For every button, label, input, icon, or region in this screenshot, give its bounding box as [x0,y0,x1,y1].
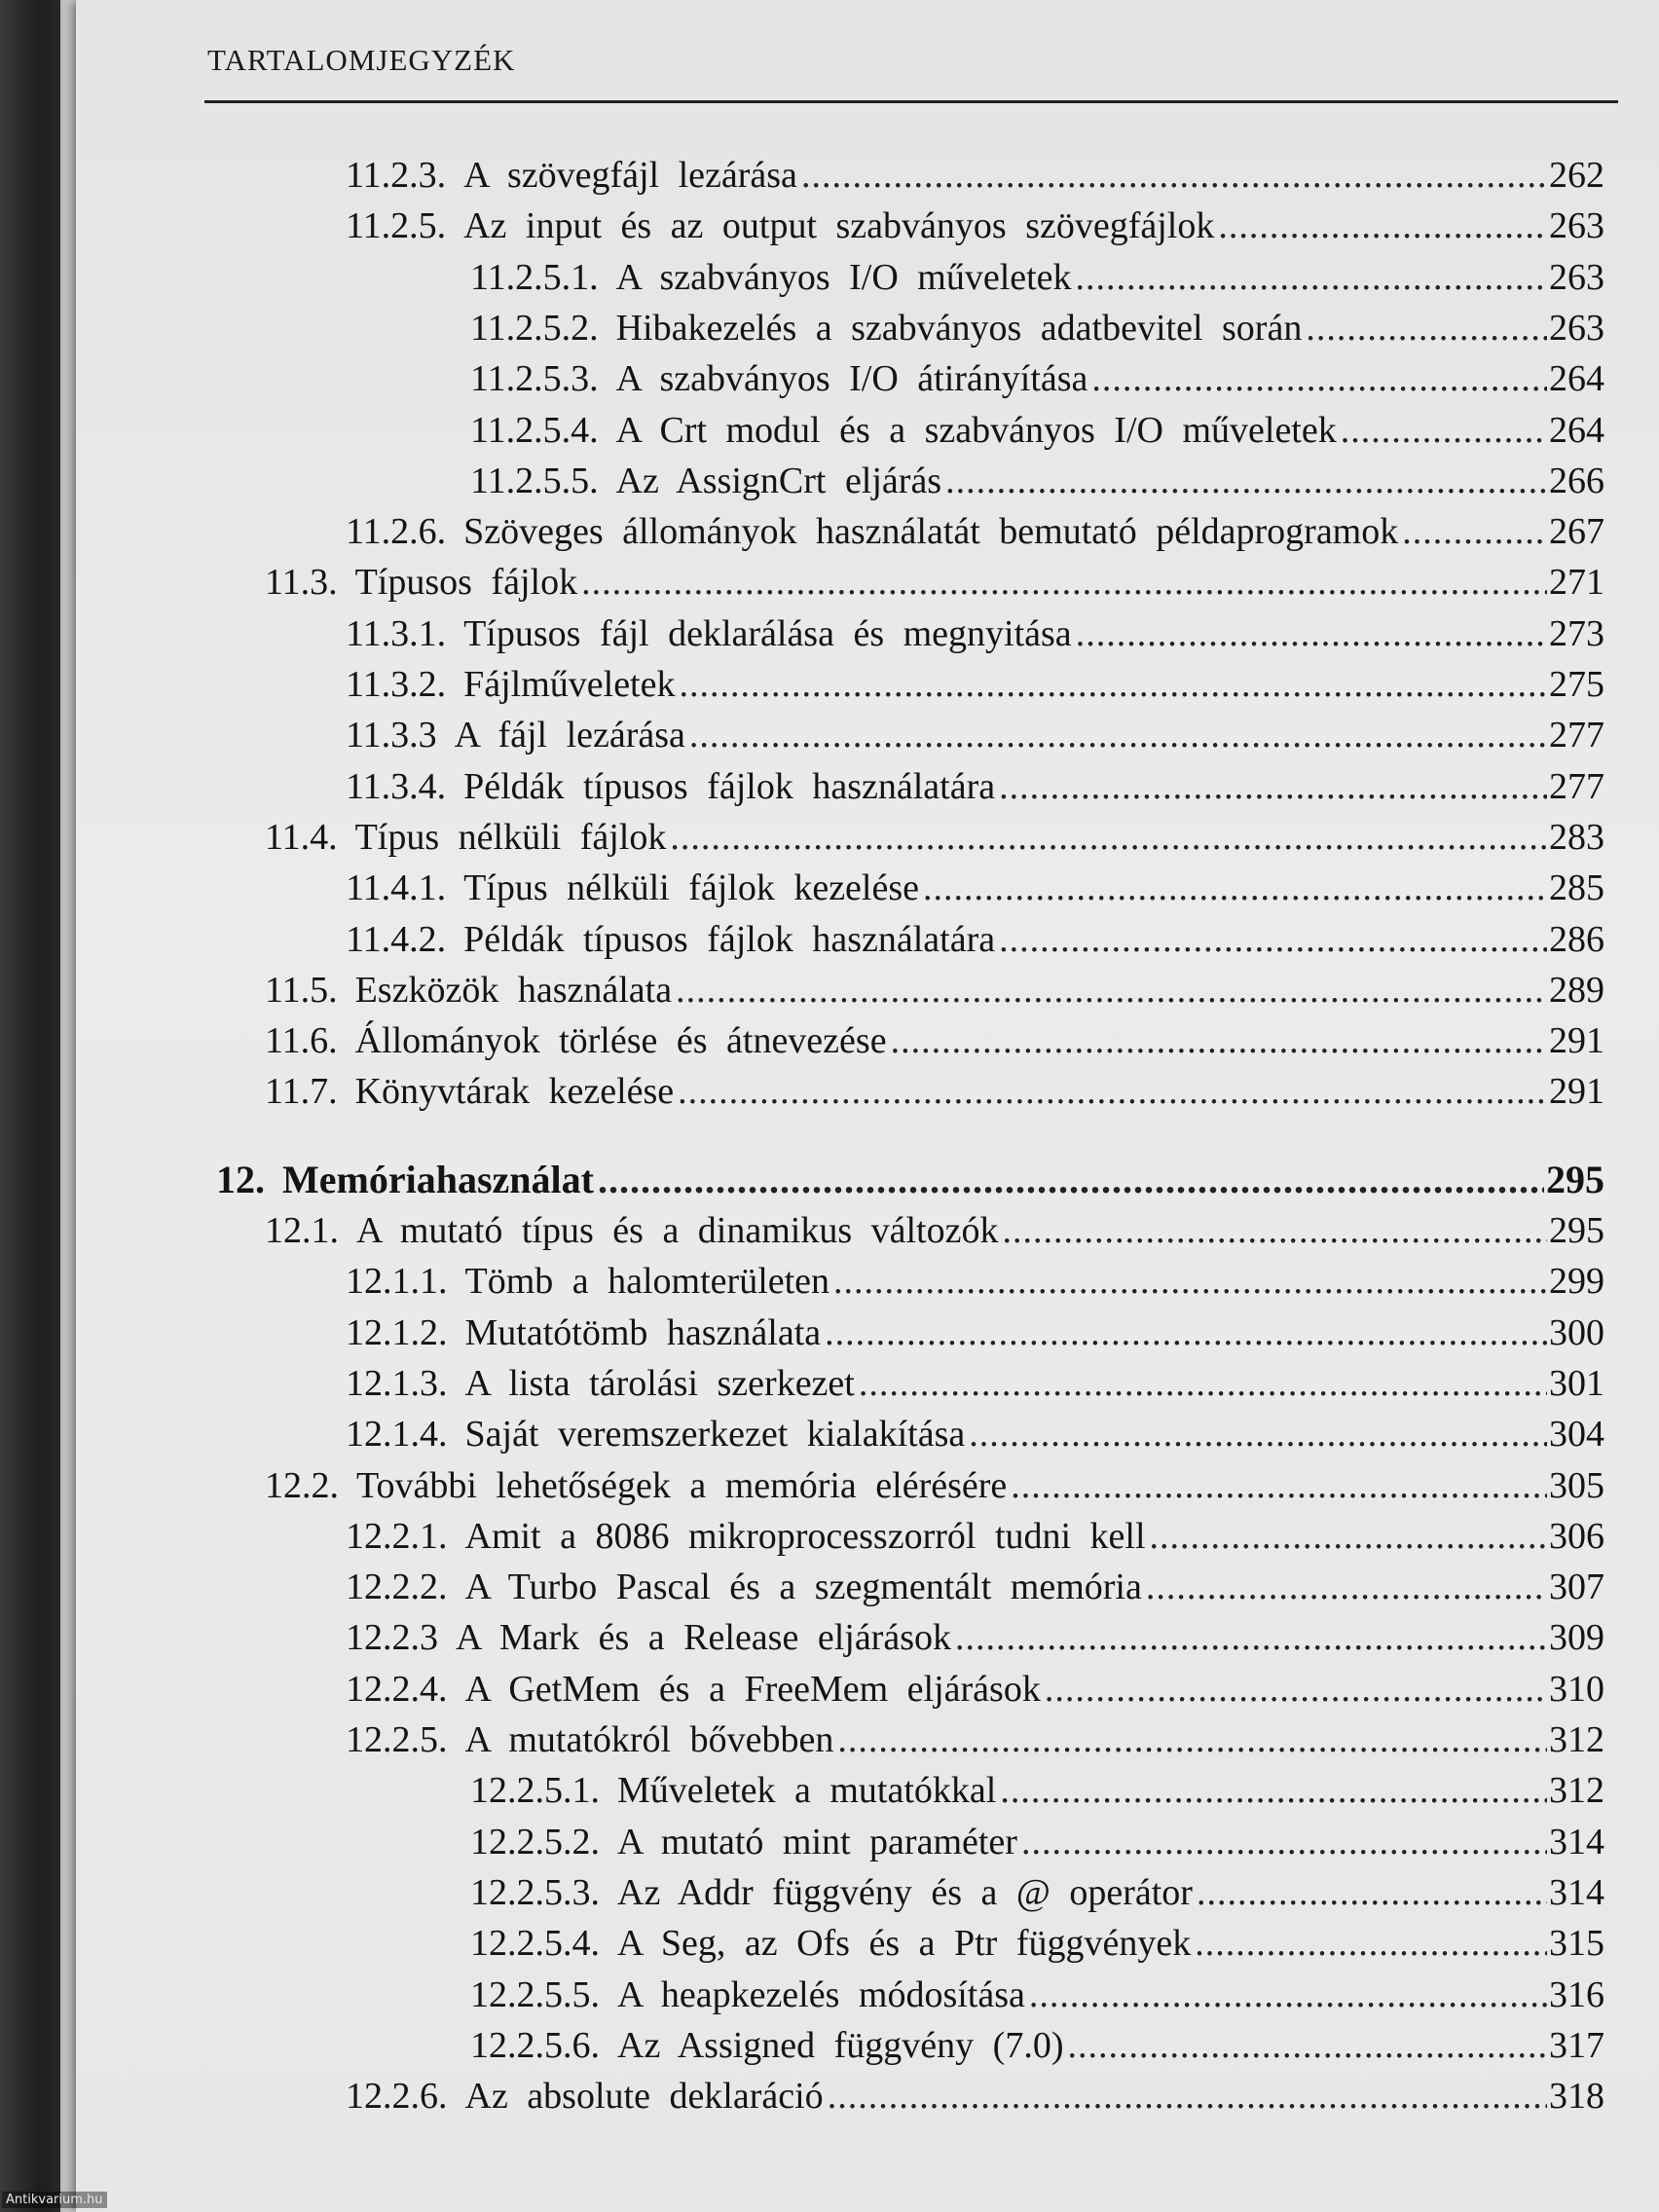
toc-entry-title: Típusos fájl deklarálása és megnyitása [463,612,1072,654]
toc-entry-page: 275 [1549,664,1604,705]
dot-leader [676,966,1547,1014]
toc-entry-page: 317 [1549,2024,1604,2066]
dot-leader [1306,304,1547,352]
toc-entry-title: További lehetőségek a memória elérésére [356,1464,1008,1506]
toc-entry-title: Az AssignCrt eljárás [615,460,942,501]
toc-entry [470,253,1604,302]
toc-entry-number: 12.2.5.6. [470,2024,600,2066]
toc-entry-page: 277 [1549,765,1604,807]
toc-entry-number: 11.3.1. [346,612,447,654]
toc-entry-page: 310 [1549,1668,1604,1710]
dot-leader [1002,1206,1547,1255]
toc-entry-number: 12.2.2. [346,1567,448,1608]
toc-entry [346,1512,1604,1561]
toc-entry-title: A Seg, az Ofs és a Ptr függvények [617,1923,1192,1965]
toc-entry-title: Mutatótömb használata [464,1311,822,1353]
toc-entry [470,1971,1604,2019]
toc-entry [470,304,1604,352]
toc-entry [470,1919,1604,1968]
toc-entry-number: 11.2.5.3. [470,358,599,400]
toc-entry-page: 277 [1549,715,1604,756]
toc-entry [265,1016,1604,1065]
toc-entry-number: 12.2.3 [346,1617,438,1659]
dot-leader [1341,406,1547,455]
toc-entry-page: 295 [1546,1157,1604,1201]
toc-entry-number: 12.1.2. [346,1311,448,1353]
toc-entry-title: Az Assigned függvény (7.0) [617,2024,1064,2066]
dot-leader [1076,609,1547,658]
toc-entry-title: A Crt modul és a szabványos I/O műveletek [615,409,1337,451]
toc-entry-number: 12. [216,1157,265,1201]
toc-entry-title: A mutató típus és a dinamikus változók [356,1210,999,1251]
toc-entry-number: 12.2.4. [346,1668,448,1710]
toc-entry-title: Példák típusos fájlok használatára [463,765,996,807]
toc-entry-number: 12.2.1. [346,1515,448,1557]
toc-entry [346,1665,1604,1714]
dot-leader [1067,2021,1547,2070]
toc-entry [265,1206,1604,1255]
header-rule [204,100,1618,103]
toc-entry-number: 11.2.6. [346,511,447,553]
toc-entry-page: 300 [1549,1311,1604,1353]
toc-entry-title: A lista tárolási szerkezet [464,1362,855,1404]
dot-leader [999,915,1547,964]
toc-entry-title: Szöveges állományok használatát bemutató példaprogramok [463,511,1399,553]
dot-leader [1029,1971,1547,2019]
toc-entry-number: 11.2.5.5. [470,460,599,501]
toc-entry-number: 11.2.5.2. [470,307,599,349]
toc-entry-title: Műveletek a mutatókkal [617,1770,997,1812]
toc-entry-number: 11.4.1. [346,867,447,909]
toc-entry-title: Típusos fájlok [354,562,578,604]
toc-entry [346,660,1604,709]
toc-entry-page: 299 [1549,1261,1604,1303]
toc-entry [346,1309,1604,1357]
toc-entry-title: Állományok törlése és átnevezése [354,1020,887,1062]
toc-entry-page: 316 [1549,1973,1604,2015]
toc-entry-title: Amit a 8086 mikroprocesszorról tudni kell [464,1515,1146,1557]
toc-entry-number: 12.1.1. [346,1261,448,1303]
toc-entry-number: 11.4. [265,816,338,858]
toc-entry-number: 12.2.5.2. [470,1821,600,1862]
dot-leader [1091,354,1547,403]
toc-entry-page: 271 [1549,562,1604,604]
toc-entry-number: 12.2.5.1. [470,1770,600,1812]
toc-entry [346,1410,1604,1458]
toc-entry-page: 315 [1549,1923,1604,1965]
dot-leader [923,864,1547,912]
dot-leader [859,1359,1547,1408]
dot-leader [1011,1461,1547,1510]
dot-leader [670,813,1547,862]
toc-entry-title: A Turbo Pascal és a szegmentált memória [464,1567,1142,1608]
toc-entry-page: 286 [1549,918,1604,960]
dot-leader [1150,1512,1547,1561]
toc-entry-page: 291 [1549,1020,1604,1062]
toc-entry-title: Könyvtárak kezelése [354,1071,675,1113]
toc-entry-title: Példák típusos fájlok használatára [463,918,996,960]
toc-entry-number: 12.2.5.3. [470,1871,600,1913]
toc-entry-title: Az input és az output szabványos szövegfájlok [463,205,1215,247]
toc-entry [265,558,1604,607]
toc-entry-number: 12.1. [265,1210,339,1251]
toc-entry-page: 318 [1549,2076,1604,2118]
toc-entry [470,457,1604,505]
toc-entry-number: 12.2.5. [346,1719,448,1760]
toc-entry [470,406,1604,455]
toc-entry-title: Típus nélküli fájlok [354,816,667,858]
toc-entry [346,1563,1604,1611]
toc-entry-title: Fájlműveletek [463,664,676,705]
toc-entry [265,1067,1604,1116]
toc-entry-title: A GetMem és a FreeMem eljárások [464,1668,1041,1710]
toc-entry-title: Az absolute deklaráció [464,2076,824,2118]
toc-entry-title: Saját veremszerkezet kialakítása [464,1414,966,1456]
watermark: Antikvarium.hu [2,2192,107,2208]
toc-entry-page: 289 [1549,969,1604,1011]
toc-entry-number: 12.2.5.5. [470,1973,600,2015]
toc-entry-title: A szövegfájl lezárása [463,155,797,196]
toc-entry [216,1156,1604,1204]
toc-entry [346,1715,1604,1764]
toc-entry-number: 12.2.6. [346,2076,448,2118]
toc-entry-page: 285 [1549,867,1604,909]
dot-leader [833,1257,1547,1306]
toc-entry-title: A fájl lezárása [454,715,685,756]
toc-entry-number: 12.2. [265,1464,339,1506]
toc-entry-page: 312 [1549,1719,1604,1760]
dot-leader [1146,1563,1547,1611]
dot-leader [999,762,1547,811]
toc-entry-title: A szabványos I/O műveletek [615,256,1072,298]
toc-entry [265,966,1604,1014]
dot-leader [825,1309,1547,1357]
dot-leader [837,1715,1547,1764]
toc-entry-page: 264 [1549,409,1604,451]
toc-entry-number: 12.2.5.4. [470,1923,600,1965]
toc-entry-number: 12.1.4. [346,1414,448,1456]
dot-leader [1021,1818,1547,1866]
dot-leader [1402,507,1547,556]
toc-entry [265,1461,1604,1510]
toc-entry-page: 307 [1549,1567,1604,1608]
toc-entry-title: Tömb a halomterületen [464,1261,830,1303]
toc-entry-title: A mutatókról bővebben [464,1719,834,1760]
toc-entry [346,1359,1604,1408]
toc-entry [346,202,1604,250]
toc-entry [346,864,1604,912]
running-head: TARTALOMJEGYZÉK [207,43,516,77]
toc-entry-title: Hibakezelés a szabványos adatbevitel során [615,307,1303,349]
toc-entry-number: 11.7. [265,1071,338,1113]
toc-entry-number: 11.3.3 [346,715,437,756]
toc-entry-title: Memóriahasználat [282,1157,594,1201]
toc-entry [346,711,1604,759]
toc-entry-number: 11.5. [265,969,338,1011]
dot-leader [598,1156,1544,1204]
dot-leader [969,1410,1547,1458]
toc-entry [346,609,1604,658]
toc-entry-number: 11.6. [265,1020,338,1062]
dot-leader [945,457,1547,505]
dot-leader [891,1016,1547,1065]
toc-entry [346,915,1604,964]
dot-leader [679,660,1547,709]
toc-entry-page: 267 [1549,511,1604,553]
toc-entry [470,1818,1604,1866]
toc-entry-number: 11.2.5. [346,205,447,247]
toc-entry [470,2021,1604,2070]
toc-entry-number: 11.2.3. [346,155,447,196]
toc-entry-title: A szabványos I/O átirányítása [615,358,1088,400]
toc-entry-page: 264 [1549,358,1604,400]
toc-entry-number: 11.3. [265,562,338,604]
toc-entry-page: 305 [1549,1464,1604,1506]
dot-leader [1195,1919,1547,1968]
dot-leader [689,711,1547,759]
toc-entry-page: 263 [1549,256,1604,298]
toc-entry [470,1868,1604,1917]
dot-leader [581,558,1547,607]
toc-entry [470,1766,1604,1815]
dot-leader [1045,1665,1547,1714]
toc-entry-page: 273 [1549,612,1604,654]
toc-entry-number: 11.2.5.4. [470,409,599,451]
toc-entry-page: 283 [1549,816,1604,858]
dot-leader [801,151,1547,200]
toc-entry-title: Az Addr függvény és a @ operátor [617,1871,1193,1913]
toc-entry [346,507,1604,556]
toc-entry-page: 295 [1549,1210,1604,1251]
dot-leader [1197,1868,1547,1917]
toc-entry-number: 12.1.3. [346,1362,448,1404]
dot-leader [1000,1766,1547,1815]
toc-entry [346,1613,1604,1662]
toc-entry-title: A Mark és a Release eljárások [456,1617,951,1659]
dot-leader [828,2072,1547,2120]
toc-entry-number: 11.3.2. [346,664,447,705]
toc-entry-page: 309 [1549,1617,1604,1659]
toc-entry [470,354,1604,403]
dot-leader [955,1613,1547,1662]
toc-entry-page: 262 [1549,155,1604,196]
toc-entry [346,1257,1604,1306]
toc-entry-number: 11.3.4. [346,765,447,807]
toc-entry-title: A heapkezelés módosítása [617,1973,1025,2015]
toc-entry-number: 11.2.5.1. [470,256,599,298]
toc-entry-page: 314 [1549,1871,1604,1913]
toc-entry-page: 291 [1549,1071,1604,1113]
toc-entry-number: 11.4.2. [346,918,447,960]
toc-entry-page: 306 [1549,1515,1604,1557]
toc-entry-page: 263 [1549,205,1604,247]
toc-entry-page: 266 [1549,460,1604,501]
toc-entry-title: Típus nélküli fájlok kezelése [463,867,920,909]
toc-entry-title: Eszközök használata [354,969,673,1011]
toc-entry [346,2072,1604,2120]
toc-entry-title: A mutató mint paraméter [617,1821,1017,1862]
toc-entry [346,151,1604,200]
toc-entry-page: 304 [1549,1414,1604,1456]
dot-leader [678,1067,1547,1116]
toc-entry-page: 301 [1549,1362,1604,1404]
dot-leader [1076,253,1547,302]
toc-entry [346,762,1604,811]
dot-leader [1218,202,1547,250]
toc-entry [265,813,1604,862]
toc-entry-page: 312 [1549,1770,1604,1812]
toc-entry-page: 263 [1549,307,1604,349]
toc-entry-page: 314 [1549,1821,1604,1862]
